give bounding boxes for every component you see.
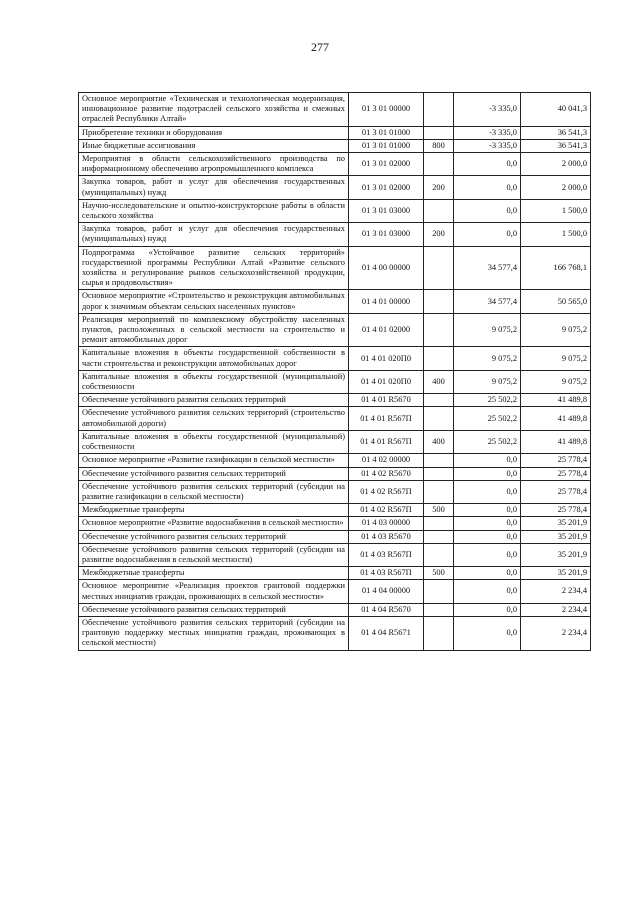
table-row — [79, 394, 591, 407]
row-expense-type-cell: 200 — [424, 176, 454, 199]
row-code-cell: 01 4 04 00000 — [349, 580, 424, 603]
row-total-amount-cell: 41 489,8 — [521, 407, 591, 430]
row-name-cell: Межбюджетные трансферты — [79, 504, 349, 517]
row-expense-type-cell — [424, 530, 454, 543]
table-row — [79, 454, 591, 467]
row-code-cell: 01 4 01 020П0 — [349, 347, 424, 370]
budget-table — [78, 92, 591, 651]
row-name-cell: Обеспечение устойчивого развития сельских территорий — [79, 530, 349, 543]
row-total-amount-cell: 9 075,2 — [521, 370, 591, 393]
table-row — [79, 504, 591, 517]
row-name-cell: Обеспечение устойчивого развития сельских территорий — [79, 394, 349, 407]
row-expense-type-cell — [424, 394, 454, 407]
row-code-cell: 01 4 01 R5670 — [349, 394, 424, 407]
row-code-cell: 01 4 03 R567П — [349, 567, 424, 580]
row-total-amount-cell: 9 075,2 — [521, 313, 591, 347]
row-total-amount-cell: 40 041,3 — [521, 93, 591, 127]
row-expense-type-cell: 400 — [424, 370, 454, 393]
row-name-cell: Обеспечение устойчивого развития сельских территорий — [79, 467, 349, 480]
table-row — [79, 93, 591, 127]
row-name-cell: Подпрограмма «Устойчивое развитие сельских территорий» государственной программы Республики Алтай «Развитие сельского хозяйства и регулирование рынков сельскохозяйственной продукции, сырья и продовольствия» — [79, 246, 349, 290]
row-total-amount-cell: 50 565,0 — [521, 290, 591, 313]
row-name-cell: Основное мероприятие «Реализация проектов грантовой поддержки местных инициатив граждан, проживающих в сельской местности» — [79, 580, 349, 603]
row-code-cell: 01 4 03 R567П — [349, 543, 424, 566]
table-row — [79, 290, 591, 313]
row-name-cell: Капитальные вложения в объекты государственной (муниципальной) собственности — [79, 370, 349, 393]
row-change-amount-cell: 0,0 — [454, 580, 521, 603]
row-total-amount-cell: 166 768,1 — [521, 246, 591, 290]
row-code-cell: 01 4 02 R567П — [349, 504, 424, 517]
row-total-amount-cell: 35 201,9 — [521, 567, 591, 580]
row-change-amount-cell: 0,0 — [454, 480, 521, 503]
row-total-amount-cell: 2 000,0 — [521, 176, 591, 199]
budget-table-body — [79, 93, 591, 651]
row-name-cell: Обеспечение устойчивого развития сельских территорий (субсидии на развитие газификации в сельской местности) — [79, 480, 349, 503]
table-row — [79, 139, 591, 152]
row-change-amount-cell: 25 502,2 — [454, 394, 521, 407]
row-name-cell: Приобретение техники и оборудования — [79, 126, 349, 139]
row-name-cell: Основное мероприятие «Развитие газификации в сельской местности» — [79, 454, 349, 467]
row-change-amount-cell: 34 577,4 — [454, 246, 521, 290]
row-total-amount-cell: 35 201,9 — [521, 530, 591, 543]
row-change-amount-cell: -3 335,0 — [454, 93, 521, 127]
table-row — [79, 370, 591, 393]
row-change-amount-cell: 34 577,4 — [454, 290, 521, 313]
row-expense-type-cell — [424, 153, 454, 176]
row-expense-type-cell — [424, 616, 454, 650]
row-total-amount-cell: 2 000,0 — [521, 153, 591, 176]
row-expense-type-cell: 200 — [424, 223, 454, 246]
row-total-amount-cell: 25 778,4 — [521, 504, 591, 517]
row-total-amount-cell: 1 500,0 — [521, 223, 591, 246]
row-code-cell: 01 3 01 02000 — [349, 153, 424, 176]
row-name-cell: Основное мероприятие «Развитие водоснабжения в сельской местности» — [79, 517, 349, 530]
row-code-cell: 01 3 01 02000 — [349, 176, 424, 199]
row-name-cell: Обеспечение устойчивого развития сельских территорий (строительство автомобильной дороги) — [79, 407, 349, 430]
row-name-cell: Мероприятия в области сельскохозяйственного производства по информационному обеспечению агропромышленного комплекса — [79, 153, 349, 176]
row-total-amount-cell: 9 075,2 — [521, 347, 591, 370]
row-change-amount-cell: 0,0 — [454, 530, 521, 543]
table-row — [79, 430, 591, 453]
row-name-cell: Реализация мероприятий по комплексному обустройству населенных пунктов, расположенных в сельской местности на строительство и ремонт автомобильных дорог — [79, 313, 349, 347]
row-change-amount-cell: 0,0 — [454, 199, 521, 222]
table-row — [79, 480, 591, 503]
row-name-cell: Основное мероприятие «Строительство и реконструкция автомобильных дорог к значимым объектам сельских населенных пунктов» — [79, 290, 349, 313]
row-total-amount-cell: 35 201,9 — [521, 517, 591, 530]
row-name-cell: Межбюджетные трансферты — [79, 567, 349, 580]
row-change-amount-cell: 9 075,2 — [454, 347, 521, 370]
row-expense-type-cell — [424, 543, 454, 566]
row-code-cell: 01 4 03 R5670 — [349, 530, 424, 543]
table-row — [79, 223, 591, 246]
row-change-amount-cell: 9 075,2 — [454, 313, 521, 347]
table-row — [79, 407, 591, 430]
row-total-amount-cell: 25 778,4 — [521, 467, 591, 480]
table-row — [79, 517, 591, 530]
row-expense-type-cell — [424, 246, 454, 290]
row-expense-type-cell — [424, 407, 454, 430]
row-total-amount-cell: 36 541,3 — [521, 126, 591, 139]
row-change-amount-cell: 0,0 — [454, 504, 521, 517]
row-expense-type-cell — [424, 517, 454, 530]
row-change-amount-cell: 9 075,2 — [454, 370, 521, 393]
row-total-amount-cell: 25 778,4 — [521, 480, 591, 503]
row-code-cell: 01 4 01 00000 — [349, 290, 424, 313]
row-name-cell: Закупка товаров, работ и услуг для обеспечения государственных (муниципальных) нужд — [79, 223, 349, 246]
row-code-cell: 01 4 02 R567П — [349, 480, 424, 503]
row-total-amount-cell: 35 201,9 — [521, 543, 591, 566]
row-code-cell: 01 3 01 01000 — [349, 139, 424, 152]
row-change-amount-cell: 0,0 — [454, 517, 521, 530]
row-total-amount-cell: 1 500,0 — [521, 199, 591, 222]
row-change-amount-cell: 0,0 — [454, 467, 521, 480]
row-code-cell: 01 4 01 R567П — [349, 407, 424, 430]
row-name-cell: Иные бюджетные ассигнования — [79, 139, 349, 152]
row-change-amount-cell: 0,0 — [454, 616, 521, 650]
row-change-amount-cell: 0,0 — [454, 223, 521, 246]
table-row — [79, 616, 591, 650]
row-code-cell: 01 4 01 020П0 — [349, 370, 424, 393]
row-expense-type-cell — [424, 454, 454, 467]
row-name-cell: Закупка товаров, работ и услуг для обеспечения государственных (муниципальных) нужд — [79, 176, 349, 199]
row-expense-type-cell: 500 — [424, 567, 454, 580]
row-expense-type-cell — [424, 480, 454, 503]
row-expense-type-cell — [424, 313, 454, 347]
row-code-cell: 01 4 02 R5670 — [349, 467, 424, 480]
row-name-cell: Обеспечение устойчивого развития сельских территорий — [79, 603, 349, 616]
table-row — [79, 347, 591, 370]
row-total-amount-cell: 41 489,8 — [521, 394, 591, 407]
row-code-cell: 01 3 01 03000 — [349, 223, 424, 246]
row-expense-type-cell — [424, 603, 454, 616]
row-change-amount-cell: -3 335,0 — [454, 126, 521, 139]
row-change-amount-cell: 25 502,2 — [454, 430, 521, 453]
table-row — [79, 603, 591, 616]
row-total-amount-cell: 41 489,8 — [521, 430, 591, 453]
row-change-amount-cell: 0,0 — [454, 454, 521, 467]
table-row — [79, 313, 591, 347]
row-code-cell: 01 4 03 00000 — [349, 517, 424, 530]
row-expense-type-cell — [424, 467, 454, 480]
row-total-amount-cell: 36 541,3 — [521, 139, 591, 152]
row-code-cell: 01 3 01 00000 — [349, 93, 424, 127]
table-row — [79, 153, 591, 176]
row-name-cell: Капитальные вложения в объекты государственной собственности в части строительства и реконструкции автомобильных дорог — [79, 347, 349, 370]
table-row — [79, 199, 591, 222]
row-code-cell: 01 4 01 R567П — [349, 430, 424, 453]
row-name-cell: Научно-исследовательские и опытно-конструкторские работы в области сельского хозяйства — [79, 199, 349, 222]
row-expense-type-cell — [424, 126, 454, 139]
row-change-amount-cell: 0,0 — [454, 603, 521, 616]
row-change-amount-cell: 0,0 — [454, 153, 521, 176]
row-code-cell: 01 3 01 01000 — [349, 126, 424, 139]
table-row — [79, 126, 591, 139]
row-expense-type-cell — [424, 580, 454, 603]
row-change-amount-cell: 0,0 — [454, 543, 521, 566]
table-row — [79, 580, 591, 603]
row-change-amount-cell: 25 502,2 — [454, 407, 521, 430]
row-code-cell: 01 4 04 R5671 — [349, 616, 424, 650]
row-total-amount-cell: 2 234,4 — [521, 580, 591, 603]
row-expense-type-cell — [424, 199, 454, 222]
row-code-cell: 01 4 02 00000 — [349, 454, 424, 467]
row-change-amount-cell: 0,0 — [454, 176, 521, 199]
row-name-cell: Обеспечение устойчивого развития сельских территорий (субсидии на грантовую поддержку местных инициатив граждан, проживающих в сельской местности) — [79, 616, 349, 650]
row-expense-type-cell — [424, 290, 454, 313]
table-row — [79, 246, 591, 290]
row-code-cell: 01 4 00 00000 — [349, 246, 424, 290]
row-total-amount-cell: 2 234,4 — [521, 603, 591, 616]
table-row — [79, 530, 591, 543]
row-change-amount-cell: -3 335,0 — [454, 139, 521, 152]
row-expense-type-cell: 400 — [424, 430, 454, 453]
table-row — [79, 467, 591, 480]
table-row — [79, 567, 591, 580]
row-expense-type-cell: 500 — [424, 504, 454, 517]
row-total-amount-cell: 25 778,4 — [521, 454, 591, 467]
row-code-cell: 01 3 01 03000 — [349, 199, 424, 222]
row-expense-type-cell — [424, 93, 454, 127]
row-name-cell: Обеспечение устойчивого развития сельских территорий (субсидии на развитие водоснабжения в сельской местности) — [79, 543, 349, 566]
page-number: 277 — [311, 40, 329, 54]
row-total-amount-cell: 2 234,4 — [521, 616, 591, 650]
row-expense-type-cell: 800 — [424, 139, 454, 152]
row-code-cell: 01 4 04 R5670 — [349, 603, 424, 616]
row-code-cell: 01 4 01 02000 — [349, 313, 424, 347]
table-row — [79, 176, 591, 199]
row-name-cell: Капитальные вложения в объекты государственной (муниципальной) собственности — [79, 430, 349, 453]
row-expense-type-cell — [424, 347, 454, 370]
row-change-amount-cell: 0,0 — [454, 567, 521, 580]
table-row — [79, 543, 591, 566]
row-name-cell: Основное мероприятие «Техническая и технологическая модернизация, инновационное развитие подотраслей сельского хозяйства и смежных отраслей Республики Алтай» — [79, 93, 349, 127]
